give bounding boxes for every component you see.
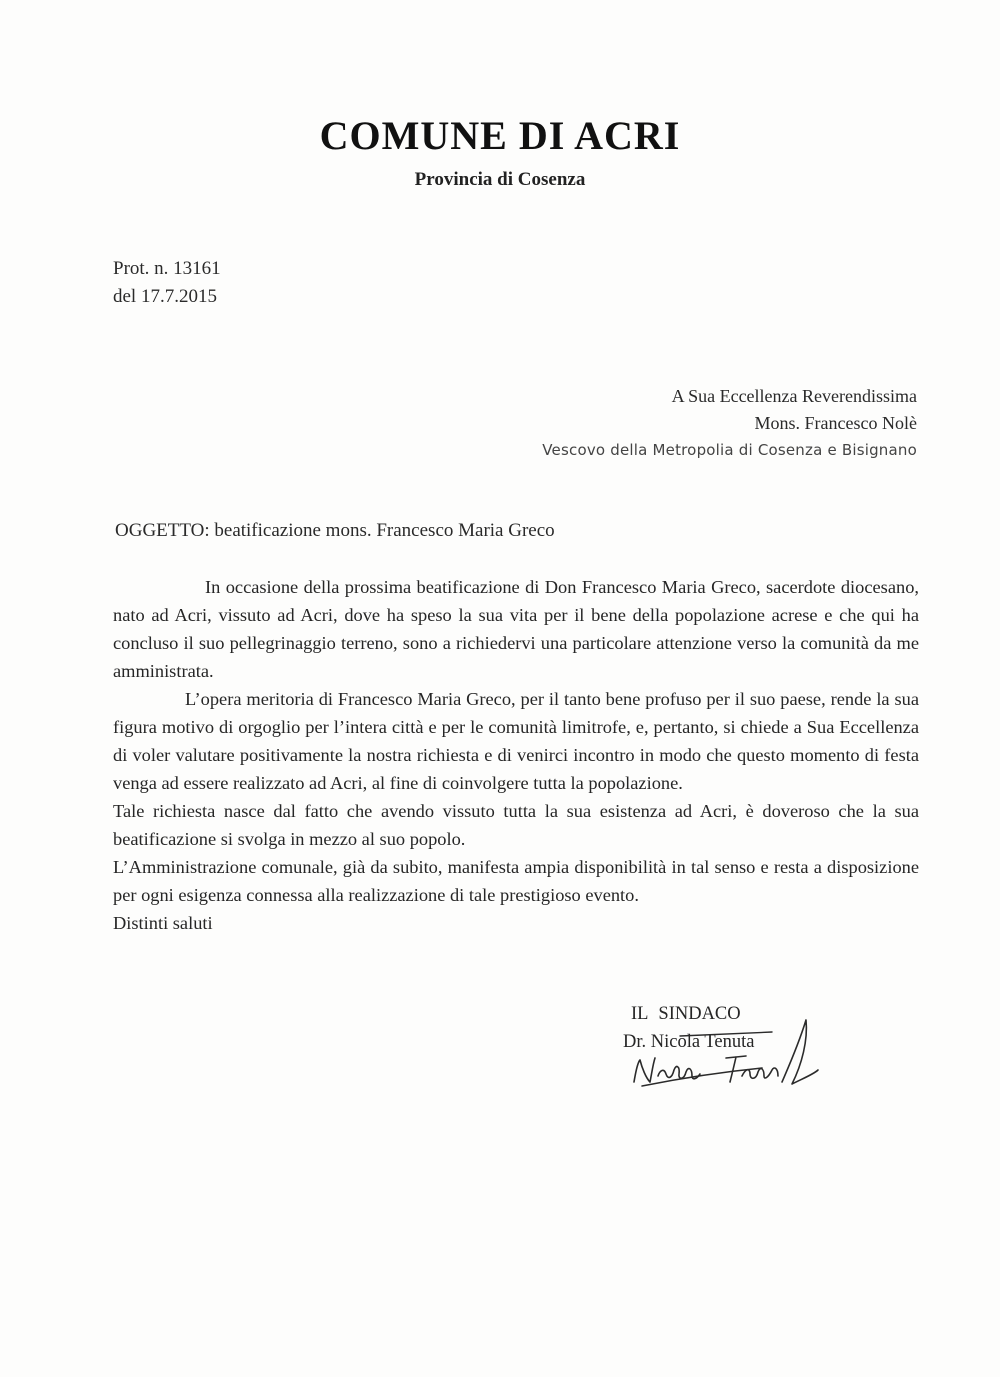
closing-salutation: Distinti saluti — [113, 913, 213, 933]
protocol-date: del 17.7.2015 — [113, 286, 217, 307]
body-paragraph-3: Tale richiesta nasce dal fatto che avendo vissuto tutta la sua esistenza ad Acri, è doveroso che la sua beatificazione si svolga in mezzo al suo popolo. — [113, 801, 919, 849]
handwritten-signature — [622, 1010, 822, 1100]
protocol-block — [113, 255, 221, 311]
body-paragraph-2: L’opera meritoria di Francesco Maria Greco, per il tanto bene profuso per il suo paese, rende la sua figura motivo di orgoglio per l’intera città e per le comunità limitrofe, e, pertanto, si chiede a Sua Eccellenza di voler valutare positivamente la nostra richiesta e di venirci incontro in modo che questo momento di festa venga ad essere realizzato ad Acri, al fine di coinvolgere tutta la popolazione. — [113, 689, 919, 793]
body-paragraph-1: In occasione della prossima beatificazione di Don Francesco Maria Greco, sacerdote diocesano, nato ad Acri, vissuto ad Acri, dove ha speso la sua vita per il bene della popolazione acrese e che qui ha concluso il suo pellegrinaggio terreno, sono a richiedervi una particolare attenzione verso la comunità da me amministrata. — [113, 577, 919, 681]
recipient-line-1: A Sua Eccellenza Reverendissima — [671, 386, 917, 406]
subject-line: OGGETTO: beatificazione mons. Francesco Maria Greco — [115, 520, 555, 541]
municipality-title: COMUNE DI ACRI — [319, 113, 681, 158]
recipient-line-2: Mons. Francesco Nolè — [754, 413, 917, 433]
signatory-name: Dr. Nicola Tenuta — [623, 1032, 755, 1052]
recipient-block — [542, 383, 917, 464]
signatory-role: IL SINDACO — [631, 1004, 741, 1024]
protocol-number: Prot. n. 13161 — [113, 258, 221, 279]
letter-body — [113, 573, 919, 937]
body-paragraph-4: L’Amministrazione comunale, già da subito, manifesta ampia disponibilità in tal senso e resta a disposizione per ogni esigenza connessa alla realizzazione di tale prestigioso evento. — [113, 857, 919, 905]
province-subtitle: Provincia di Cosenza — [414, 169, 586, 190]
recipient-line-3: Vescovo della Metropolia di Cosenza e Bisignano — [542, 441, 917, 459]
